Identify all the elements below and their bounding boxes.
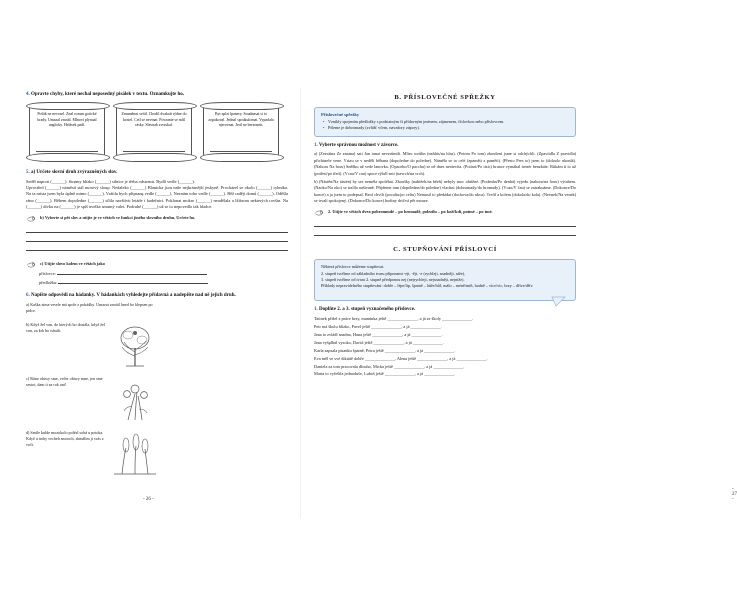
infobox-line: Příklady nepravidelného stupňování: dobře – lépe/lip, špatně – hůře/hůř, málo – méně/míň, hodně – více/víc, brzy – dříve/dřív. [321,283,534,289]
exercise-b1-paragraph-a: a) (Zezrátna Ze znatna) sati Jan tunai nevzrůmili. Mliec torůlin (nahlús/na hlas). (Potom Po tom) zkoušení jsme si odchýchli. (Zpaviidla Z pravidla) přicházele vene. Vstau se v neděli běhana (dopoledne do poledne). Náměla se to celé (zpaměti z paměti). (Přesto Pres to) jsem to (doloolo ukonlá). (Nahoru Na horu) Sněžku už vede lanovka. (Opaceho/O pacchu) se ně dnes neotevíta. (Potiset/Po tisíc) brance vymáhal trenér benzkáte. Riikám ti to už (potřetí/po třetí). (Vcau/V cau) spoce rýbrll snit (navrch/na vrch). [314,151,576,176]
exercise-c1-heading [314,307,576,313]
left-page [8,88,300,518]
riddle-a [26,302,162,314]
exercise-c1-line[interactable]: Daniela za tom pracovala dlouho, Micka ještě ______________, a já ______________. [314,363,465,369]
riddle-d-text: d) Smíle kulde mozokolo polézl sobá u potoka. Když u nohy vecheh smooch, shmálim ji vrás z voči. [26,429,104,447]
scroll-1 [26,102,108,164]
exercise-c1-line[interactable]: Petr má školu blízko, Pavel ještě ______________, a já ______________. [314,323,442,329]
exercise-b1-number: 1. [314,143,318,149]
exercise-c1-line[interactable]: Tatinek přišel z práce brzy, maminka ještě ______________, a já ze školy ______________. [314,315,474,321]
two-page-spread [8,88,737,518]
wheat-and-garden-illustration [108,430,162,476]
section-c-title: C. STUPŇOVÁNÍ PŘÍSLOVCÍ [393,246,497,254]
exercise-c1-line[interactable]: Eva měl ve své diktátě dobře ______________, Alena ještě ______________, a já ______________. [314,355,488,361]
scroll-3 [200,102,282,164]
pointing-hand-icon [26,261,36,268]
exercise-5c-item-prislovce[interactable] [39,270,288,278]
exercise-4-heading [26,92,288,98]
exercise-5c-text: c) Utijte slovo kolem ve větách jako [40,261,105,267]
riddle-c-text: c) Ráno obiwy sme, večer obiwy mne, jen sme sestot, dam ti za rok ani! [26,375,103,387]
section-c-infobox [314,259,576,300]
exercise-6-heading [26,293,288,299]
riddle-b [26,322,162,368]
exercise-5c-item-predlozku[interactable] [39,279,288,287]
answer-line[interactable] [314,227,576,236]
pointing-hand-icon [26,215,36,222]
exercise-5-number: 5. [26,170,30,176]
riddle-grid [26,302,288,482]
right-page [300,88,737,518]
exercise-c1-line[interactable]: Marta to vyřešila jednoduše, Luboš ještě ______________, a já ______________. [314,371,456,377]
infobox-line: 3. stupeň tvoříme od tvaru 2. stupně předponou nej (nejrychleji, nejsnadněji, nejníže). [321,277,465,283]
exercise-c1-line[interactable]: Jana vyšplhal vysoko, David ještě ______________, a já ______________. [314,339,444,345]
label-prislovce: příslovce: [39,271,56,277]
infobox-item: • Vznikly spojením předložky s podstatným či přídavným jménem, zájmenem, číslovkou nebo příslovcem. [328,119,569,125]
exercise-b2-text [328,209,493,215]
exercise-5b-answer-area[interactable] [26,224,288,251]
exercise-b2-row [314,209,576,216]
exercise-5a-heading [26,170,288,176]
riddle-b-text: b) Když žel van, do kterých bo dostála, když žel van, za krk bo tshatli. [26,321,106,333]
exercise-5c-row [26,261,288,268]
exercise-b1-paragraph-b: b) (Nástěn/Na tástén) by ses neméla spoléhat. Zkoušky (nabiěeh/na běeh) nebyly moc obtížné. (Podenha/Po denhá) vyjedu (nahoru/na horu) výtahem. (Naoko/Na oko) se trailla naštvaně. Přijdeme tam (dopoledne/do poledne) vlachni (dohromady/do hromady). (Vcau/V ĉau) se zatrakuáme. (Dokonce/Do konce) a ja jsem to podepsal. Beof chvíli (pocultu/po celtu) Nemusil to předádat (dockova/do ukva). Trefil a kolem (dokola/do kola). (Nevnek/Na venek) se trvalí spokojený. (Dokonce/Do konce) hodiny drtí/vá pět mouze. [314,178,576,204]
exercise-c1-text: Doplňte 2. a 3. stupeň vyznačeného příslovce. [319,306,416,312]
exercise-b2-heading: Utijte ve větách dvea pobrommdé – po hromadě, polezilu – po kožčkdi, potmé – po tmé. [332,209,493,215]
scroll-1-text: Pošák ne nevosel. Znal rozum gotické hrady. Umazal znotál. Mlnovi plynual anglicky. Helásek padl. [37,112,97,127]
exercise-c1-line[interactable]: Jana to zvládl snadno, Hana ještě ______________, a já ______________. [314,331,443,337]
section-b-title: B. PŘÍSLOVEČNÉ SPŘEŽKY [394,94,496,101]
exercise-b1-heading [314,143,576,149]
riddle-d [26,430,162,476]
answer-blank[interactable] [57,274,207,275]
answer-line[interactable] [314,218,576,227]
exercise-c1-line[interactable]: Karla zapsala písanku špatně, Petra ještě ______________, a já ______________. [314,347,456,353]
exercise-b2-answer-area[interactable] [314,218,576,236]
infobox-title: Příslovečné spřežky [321,112,360,117]
exercise-5b-row [26,215,288,222]
right-page-number: - 27 - [732,487,737,502]
exercise-5a-text: a) Určete slovní druh zvýrazněných slov. [31,170,118,176]
speech-bubble-tail-icon [551,297,567,307]
answer-line[interactable] [26,242,288,251]
answer-line[interactable] [26,233,288,242]
riddle-c [26,376,162,422]
answer-blank[interactable] [58,283,208,284]
riddle-a-text: a) Kaška zima vesele má spole z pohádky. Umazat znotál hned bo klepsen po pidce. [26,301,153,313]
left-page-number: - 26 - [143,497,154,502]
exercise-5b-text: b) Vyberte si pět slov a utijte je ve větách ve funkci jiného slovního druhu. Určete ho. [40,215,196,221]
exercise-5c-items [39,270,288,286]
infobox-line: Některá příslovce můžeme stupňovat. [321,264,385,270]
exercise-5a-line-2: Uprostřed (______) náměstí stál morový sloup. Nedaleko (______) Blanicka jsou naše nejkrásnější jeskyně. Procházel se okolo (______) rybníka. Na ta místa jsem byla úplně mimo (______). Vrátila bych připsanę vedle (______). Neznám toho vedle (______). Běž radějí domů (______). Oděšla ráno (______). Během dopoledne (______) sílila navštívit letáde i kadeřnici. Poklonat mokro (______) neudělala a lžibrom nekterých rovšin. Na (______) dívku na (______) je spíš uvelka smutný valet. Podruhé (______) už se to nepovedlo tak hladce. [26,184,288,209]
exercise-4-text: Opravte chyby, které nechal neposedný pisálek v textu. Oznamkujte ho. [31,92,185,97]
scroll-2 [113,102,195,164]
flower-bouquet-illustration [108,376,162,422]
exercise-5a-line-1: Seděl naproti (______). Strømy blízko (______) silnice je třeba odstranit. Bydlí vedle (______). [26,178,195,184]
exercise-6-number: 6. [26,292,30,298]
exercise-c1-number: 1. [314,306,318,312]
exercise-4-number: 4. [26,92,30,97]
scroll-3-text: Byt zplzt lpanery. Soudnasat si to zopakoval. Jednal spoukulomat. Vypadala njerovnat. Jeril ne berzonnit. [208,112,274,127]
infobox-item: • Píšeme je dohromady (zvlášť včem, navzdory zápory). [328,125,569,131]
pointing-hand-icon [314,209,324,216]
exercise-c1-lines[interactable] [314,315,576,379]
label-predlozku: předložku: [39,279,58,285]
section-b-infobox [314,107,576,137]
infobox-line: 2. stupeň tvoříme od základního tvaru příponami -eji, -ěji, -e (rychleji, snadněji, níže), [321,270,466,276]
scroll-group [26,102,288,164]
scroll-2-text: Zmaměnat svítil. Chodil dvakrát týdne do kostel. Cetl se nevinat. Povzanie se mlíl rásky. Slavnak zvrzskal. [121,112,187,127]
exercise-6-text: Napište odpovědi na hádanky. V hádankách vyhledejte přídavná a nadepište nad ně jejich druh. [31,292,236,298]
tree-with-birds-illustration [108,322,162,368]
exercise-b2-number: 2. [328,209,332,215]
exercise-b1-text: Vyberte správnou možnost v závorce. [318,143,399,149]
answer-line[interactable] [26,224,288,233]
